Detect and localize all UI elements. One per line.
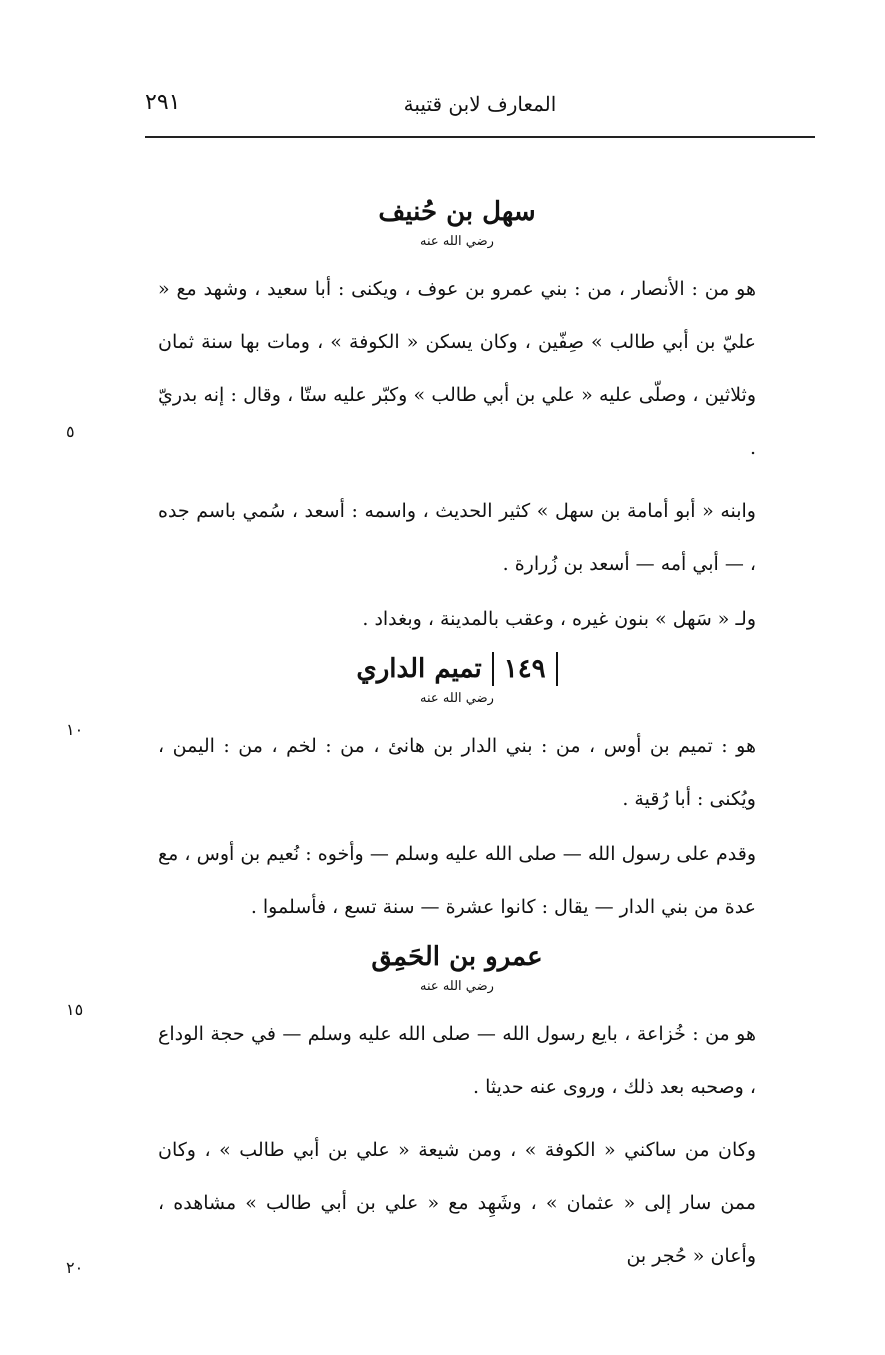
header-rule bbox=[145, 136, 815, 138]
line-number-15: ١٥ bbox=[66, 1000, 84, 1019]
line-number-10: ١٠ bbox=[66, 720, 84, 739]
section-heading-text: تميم الداري bbox=[356, 654, 482, 684]
section-heading bbox=[158, 652, 756, 686]
page-body bbox=[158, 195, 756, 1285]
paragraph: هو من : الأنصار ، من : بني عمرو بن عوف ، ويكنى : أبا سعيد ، وشهد مع « عليّ بن أبي طالب » صِفّين ، وكان يسكن « الكوفة » ، ومات بها سنة ثمان وثلاثين ، وصلّى عليه « علي بن أبي طالب » وكبّر عليه ستّا ، وقال : إنه بدريّ . bbox=[158, 278, 756, 459]
section-heading: عمرو بن الحَمِق bbox=[371, 942, 543, 972]
running-header bbox=[145, 88, 815, 138]
paragraph: وابنه « أبو أمامة بن سهل » كثير الحديث ، واسمه : أسعد ، سُمي باسم جده ، — أبي أمه — أسعد بن زُرارة . bbox=[158, 500, 756, 575]
paragraph: وكان من ساكني « الكوفة » ، ومن شيعة « علي بن أبي طالب » ، وكان ممن سار إلى « عثمان » ، وشَهِد مع « علي بن أبي طالب » مشاهده ، وأعان « حُجر بن bbox=[158, 1139, 756, 1267]
honorific: رضي الله عنه bbox=[420, 234, 494, 249]
paragraph: ولـ « سَهل » بنون غيره ، وعقب بالمدينة ، وبغداد . bbox=[362, 608, 756, 630]
paragraph: هو : تميم بن أوس ، من : بني الدار بن هانئ ، من : لخم ، من : اليمن ، ويُكنى : أبا رُقية . bbox=[158, 735, 756, 810]
line-number-20: ٢٠ bbox=[66, 1258, 84, 1277]
section-sahl bbox=[158, 195, 756, 646]
section-tamim bbox=[158, 652, 756, 934]
entry-number: ١٤٩ bbox=[492, 652, 558, 686]
section-heading: سهل بن حُنيف bbox=[378, 197, 536, 227]
honorific: رضي الله عنه bbox=[420, 691, 494, 706]
section-amr bbox=[158, 940, 756, 1283]
honorific: رضي الله عنه bbox=[420, 979, 494, 994]
paragraph: هو من : خُزاعة ، بايع رسول الله — صلى الله عليه وسلم — في حجة الوداع ، وصحبه بعد ذلك ، وروى عنه حديثا . bbox=[158, 1023, 756, 1098]
line-number-5: ٥ bbox=[66, 422, 75, 441]
page-number: ٢٩١ bbox=[145, 90, 181, 115]
book-title: المعارف لابن قتيبة bbox=[403, 92, 557, 116]
paragraph: وقدم على رسول الله — صلى الله عليه وسلم — وأخوه : نُعيم بن أوس ، مع عدة من بني الدار — يقال : كانوا عشرة — سنة تسع ، فأسلموا . bbox=[158, 843, 756, 918]
